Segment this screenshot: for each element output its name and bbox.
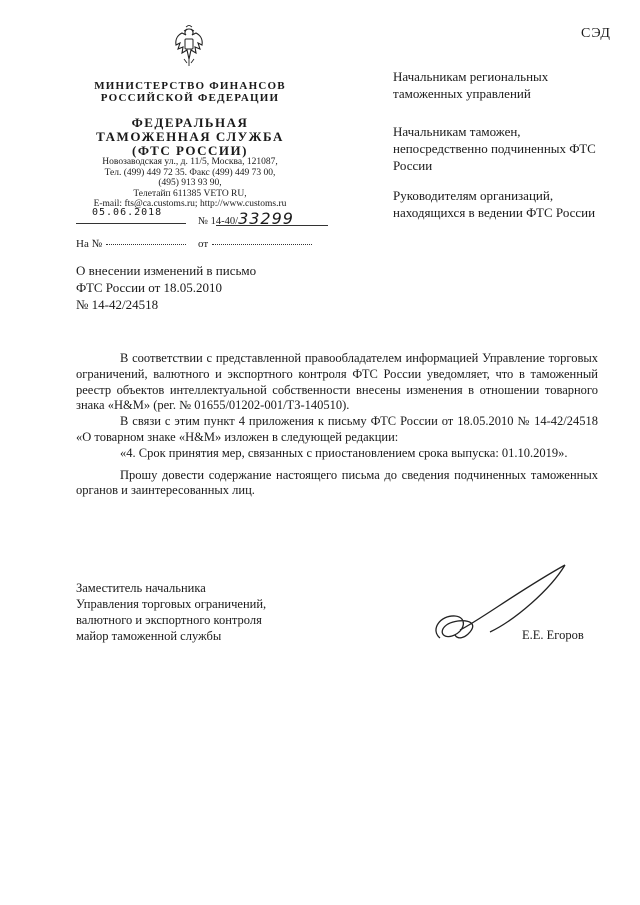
paragraph-amendment: В связи с этим пункт 4 приложения к письму ФТС России от 18.05.2010 № 14-42/24518 «О товарном знаке «H&M» изложен в следующей редакции: [76, 414, 598, 444]
reference-number-field: На № [76, 238, 186, 250]
letter-subject: О внесении изменений в письмо ФТС России от 18.05.2010 № 14-42/24518 [76, 263, 257, 312]
letter-body [76, 351, 598, 499]
paragraph-notification: В соответствии с представленной правообладателем информацией Управление торговых ограничений, валютного и экспортного контроля ФТС России уведомляет, что в таможенный реестр объектов интеллектуальной собственности внесены изменения в отношении товарного знака «H&M» (рег. № 01655/01202-001/ТЗ-140510). [76, 351, 598, 413]
paragraph-request: Прошу довести содержание настоящего письма до сведения подчиненных таможенных органов и заинтересованных лиц. [76, 467, 598, 498]
addressee-customs: Начальникам таможен, непосредственно подчиненных ФТС России [393, 124, 596, 173]
paragraph-quote: «4. Срок принятия мер, связанных с приостановлением срока выпуска: 01.10.2019». [120, 445, 568, 460]
reference-date-field: от [198, 238, 312, 250]
registration-number: № 14-40/33299 [198, 209, 294, 228]
signatory-name: Е.Е. Егоров [522, 628, 584, 642]
document-registry-mark: СЭД [581, 26, 611, 41]
signatory-position: Заместитель начальника Управления торговых ограничений, валютного и экспортного контроля майор таможенной службы [76, 581, 267, 643]
date-value: 05.06.2018 [92, 207, 163, 218]
contact-address: Новозаводская ул., д. 11/5, Москва, 121087, Тел. (499) 449 72 35. Факс (499) 449 73 00, (495) 913 93 90, Телетайп 611385 VETO RU, E-mail: fts@ca.customs.ru; http://www.customs.ru [93, 157, 287, 209]
ministry-name: МИНИСТЕРСТВО ФИНАНСОВ РОССИЙСКОЙ ФЕДЕРАЦИИ [94, 80, 286, 104]
handwritten-signature [420, 560, 580, 660]
handwritten-number: 33299 [238, 209, 294, 228]
service-name: ФЕДЕРАЛЬНАЯ ТАМОЖЕННАЯ СЛУЖБА (ФТС РОССИИ) [96, 115, 284, 158]
addressee-organizations: Руководителям организаций, находящихся в ведении ФТС России [393, 188, 596, 220]
addressee-regional: Начальникам региональных таможенных управлений [393, 69, 549, 101]
coat-of-arms-icon [172, 25, 206, 67]
